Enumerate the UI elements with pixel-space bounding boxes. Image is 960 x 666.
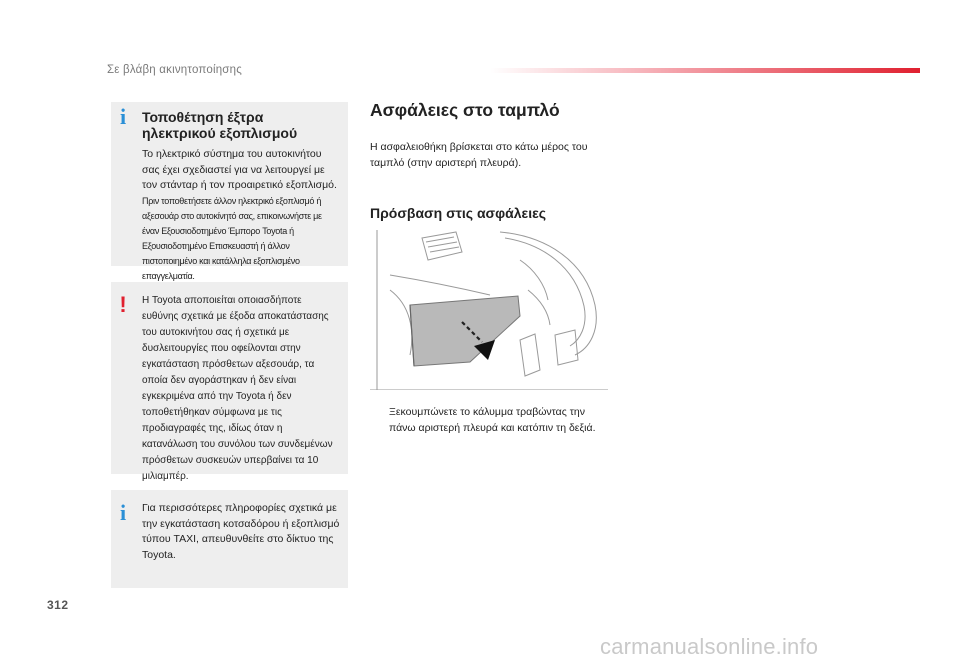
info-box-content xyxy=(142,501,340,563)
info-box-electrical-equipment xyxy=(111,102,348,281)
info-box-small-text: Πριν τοποθετήσετε άλλον ηλεκτρικό εξοπλισμό ή αξεσουάρ στο αυτοκίνητό σας, επικοινωνήστε με έναν Εξουσιοδοτημένο Έμπορο Toyota ή Εξουσιοδοτημένο Επισκευαστή ή άλλον πιστοποιημένο και κατάλληλα εξοπλισμένο επαγγελματία. xyxy=(142,195,322,281)
info-box-text: Το ηλεκτρικό σύστημα του αυτοκινήτου σας έχει σχεδιαστεί για να λειτουργεί με τον στάνταρ ή τον προαιρετικό εξοπλισμό. xyxy=(142,148,337,191)
warning-box-text: Η Toyota αποποιείται οποιασδήποτε ευθύνης σχετικά με έξοδα αποκατάστασης του αυτοκινήτου σας ή σχετικά με δυσλειτουργίες που οφείλονται στην εγκατάσταση πρόσθετων αξεσουάρ, τα οποία δεν αγοράστηκαν ή δεν είναι εγκεκριμένα από την Toyota ή δεν τοποθετήθηκαν σύμφωνα με τις προδιαγραφές της, ιδίως όταν η κατανάλωση του συνόλου των συνδεμένων πρόσθετων συσκευών υπερβαίνει τα 10 μιλιαμπέρ. xyxy=(142,295,333,482)
header-accent-bar xyxy=(490,68,920,73)
info-box-heading: Τοποθέτηση έξτρα ηλεκτρικού εξοπλισμού xyxy=(142,109,298,141)
warning-box-content xyxy=(142,293,340,485)
info-box-text: Για περισσότερες πληροφορίες σχετικά με την εγκατάσταση κοτσαδόρου ή εξοπλισμό τύπου TAXI, απευθυνθείτε στο δίκτυο της Toyota. xyxy=(142,502,340,561)
warning-box-liability xyxy=(111,282,348,482)
info-icon: i xyxy=(119,104,127,129)
info-box-towbar-taxi xyxy=(111,490,348,588)
watermark: carmanualsonline.info xyxy=(600,634,819,659)
info-box-content xyxy=(142,109,340,284)
section-title: Ασφάλειες στο ταμπλό xyxy=(370,100,560,120)
fuse-box-cover-illustration xyxy=(370,230,608,390)
warning-icon: ! xyxy=(119,292,127,317)
info-icon: i xyxy=(119,500,127,525)
page-number: 312 xyxy=(47,598,69,612)
section-paragraph: Η ασφαλειοθήκη βρίσκεται στο κάτω μέρος του ταμπλό (στην αριστερή πλευρά). xyxy=(370,141,588,169)
running-header: Σε βλάβη ακινητοποίησης xyxy=(107,64,242,76)
step-text: Ξεκουμπώνετε το κάλυμμα τραβώντας την πάνω αριστερή πλευρά και κατόπιν τη δεξιά. xyxy=(389,406,596,434)
subsection-title: Πρόσβαση στις ασφάλειες xyxy=(370,205,547,221)
instruction-step xyxy=(370,405,610,436)
